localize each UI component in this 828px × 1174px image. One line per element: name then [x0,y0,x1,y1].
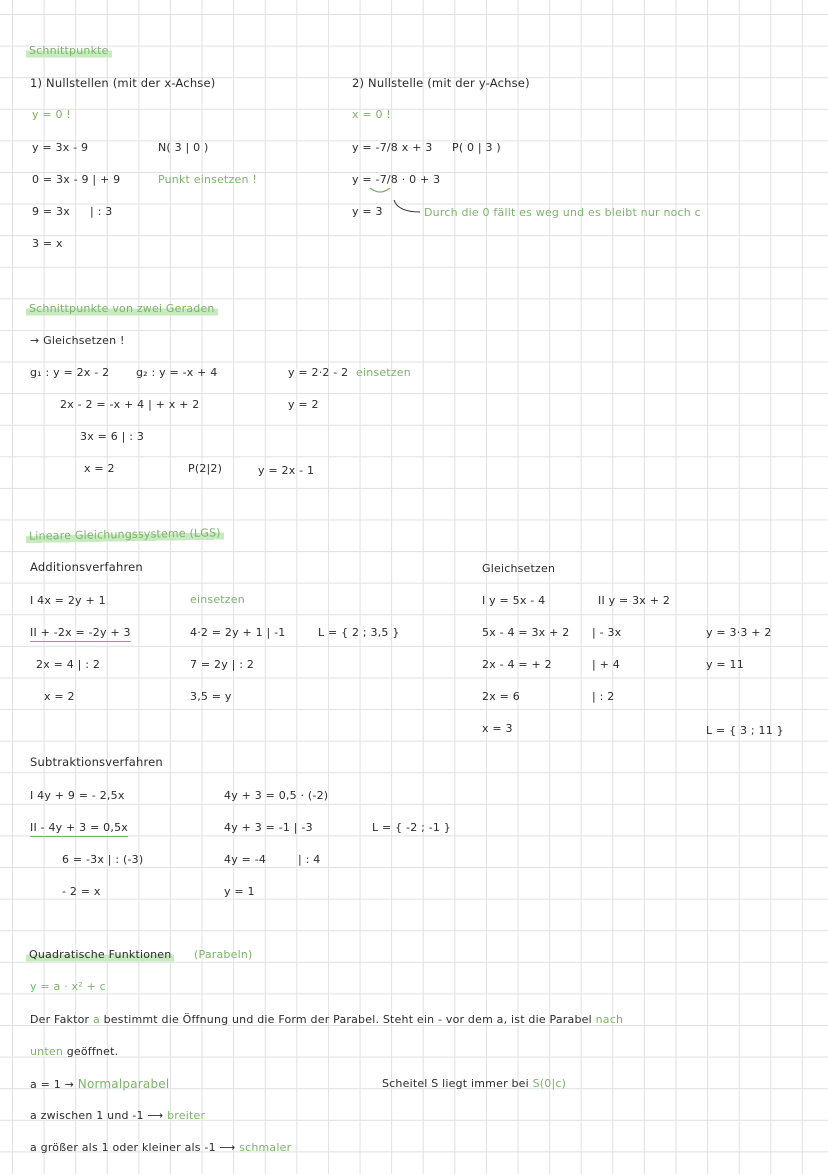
heading-nullstelle-y: 2) Nullstelle (mit der y-Achse) [352,76,530,90]
rule-text: a zwischen 1 und -1 ⟶ [30,1109,164,1122]
point-p: P( 0 | 3 ) [452,141,501,154]
rule-a1 [30,1077,169,1092]
subtitle-additionsverfahren: Additionsverfahren [30,560,143,574]
rule-a3 [30,1141,291,1155]
equation-line: 2x - 2 = -x + 4 | + x + 2 [60,398,200,411]
rule-a2 [30,1109,205,1123]
equation-line: I y = 5x - 4 [482,594,546,607]
equation-line: 9 = 3x [32,205,70,218]
subtitle-subtraktionsverfahren: Subtraktionsverfahren [30,755,163,769]
equation-line: 4·2 = 2y + 1 | -1 [190,626,286,639]
scheitel-text: Scheitel S liegt immer bei [382,1077,529,1090]
solution-set: L = { -2 ; -1 } [372,821,451,834]
text-part: geöffnet. [66,1045,119,1058]
equation-line: y = 3·3 + 2 [706,626,772,639]
hint-einsetzen: einsetzen [190,593,245,606]
scheitel-note [382,1077,566,1091]
equation-g1: g₁ : y = 2x - 2 [30,366,110,379]
instruction-gleichsetzen: → Gleichsetzen ! [30,334,125,347]
operation-note: | - 3x [592,626,622,639]
equation-line: I 4x = 2y + 1 [30,594,106,607]
equation-line: 4y = -4 [224,853,267,866]
equation-line: 6 = -3x | : (-3) [62,853,144,866]
equation-line: y = 11 [706,658,744,671]
equation-line: y = -7/8 · 0 + 3 [352,173,441,186]
scheitel-point: S(0|c) [532,1077,567,1090]
rule-result: schmaler [239,1141,292,1154]
text-part-unten: unten [30,1045,63,1058]
equation-line: 2x = 4 | : 2 [36,658,101,671]
equation-line: 4y + 3 = 0,5 · (-2) [224,789,329,802]
equation-line: y = 3x - 9 [32,141,89,154]
rule-text: a = 1 → [30,1078,75,1091]
text-part-nach: nach [595,1013,624,1026]
equation-line: 3x = 6 | : 3 [80,430,145,443]
equation-line: y = 3 [352,205,383,218]
equation-line: 0 = 3x - 9 | + 9 [32,173,121,186]
note-durch-die-0: Durch die 0 fällt es weg und es bleibt nur noch c [424,206,701,219]
text-part: bestimmt die Öffnung und die Form der Parabel. Steht ein - vor dem a, ist die Parabel [103,1013,592,1026]
text-unten [30,1045,118,1059]
equation-line: I 4y + 9 = - 2,5x [30,789,125,802]
equation-line: II + -2x = -2y + 3 [30,626,131,642]
section-title-lgs: Lineare Gleichungssysteme (LGS) [26,526,224,543]
hint-einsetzen: einsetzen [356,366,411,379]
subtitle-gleichsetzen: Gleichsetzen [482,562,556,575]
equation-line: 2x - 4 = + 2 [482,658,552,671]
section-title-schnittpunkte: Schnittpunkte [26,44,112,58]
formula-parabel: y = a · x² + c [30,980,106,993]
section-title-quadratische: Quadratische Funktionen [26,948,174,962]
solution-set: L = { 3 ; 11 } [706,724,784,737]
equation-g2: g₂ : y = -x + 4 [136,366,218,379]
hint-punkt-einsetzen: Punkt einsetzen ! [158,173,257,186]
point-p: P(2|2) [188,462,223,475]
text-faktor [30,1013,623,1027]
condition-y0: y = 0 ! [32,108,72,121]
equation-line: x = 2 [44,690,75,703]
point-n: N( 3 | 0 ) [158,141,209,154]
equation-line: 4y + 3 = -1 | -3 [224,821,313,834]
equation-line: 3,5 = y [190,690,232,703]
rule-text: a größer als 1 oder kleiner als -1 ⟶ [30,1141,236,1154]
equation-line: 5x - 4 = 3x + 2 [482,626,570,639]
equation-line: x = 2 [84,462,115,475]
text-part: Der Faktor [30,1013,90,1026]
operation-note: | + 4 [592,658,620,671]
equation-line: y = 2·2 - 2 [288,366,349,379]
section-subtitle-parabeln: (Parabeln) [194,948,253,961]
condition-x0: x = 0 ! [352,108,392,121]
operation-note: | : 2 [592,690,615,703]
equation-line: 2x = 6 [482,690,520,703]
operation-note: | : 3 [90,205,113,218]
section-title-zwei-geraden: Schnittpunkte von zwei Geraden [26,302,218,316]
equation-line: y = 2x - 1 [258,464,315,477]
equation-line: II - 4y + 3 = 0,5x [30,821,128,837]
equation-line: 7 = 2y | : 2 [190,658,255,671]
equation-line: y = 2 [288,398,319,411]
text-part-a: a [92,1013,100,1026]
equation-line: - 2 = x [62,885,101,898]
equation-line: II y = 3x + 2 [598,594,671,607]
rule-result: breiter [167,1109,206,1122]
heading-nullstellen-x: 1) Nullstellen (mit der x-Achse) [30,76,216,90]
equation-line: x = 3 [482,722,513,735]
equation-line: 3 = x [32,237,63,250]
solution-set: L = { 2 ; 3,5 } [318,626,400,639]
operation-note: | : 4 [298,853,321,866]
equation-line: y = -7/8 x + 3 [352,141,433,154]
rule-result: Normalparabel [77,1077,170,1091]
equation-line: y = 1 [224,885,255,898]
